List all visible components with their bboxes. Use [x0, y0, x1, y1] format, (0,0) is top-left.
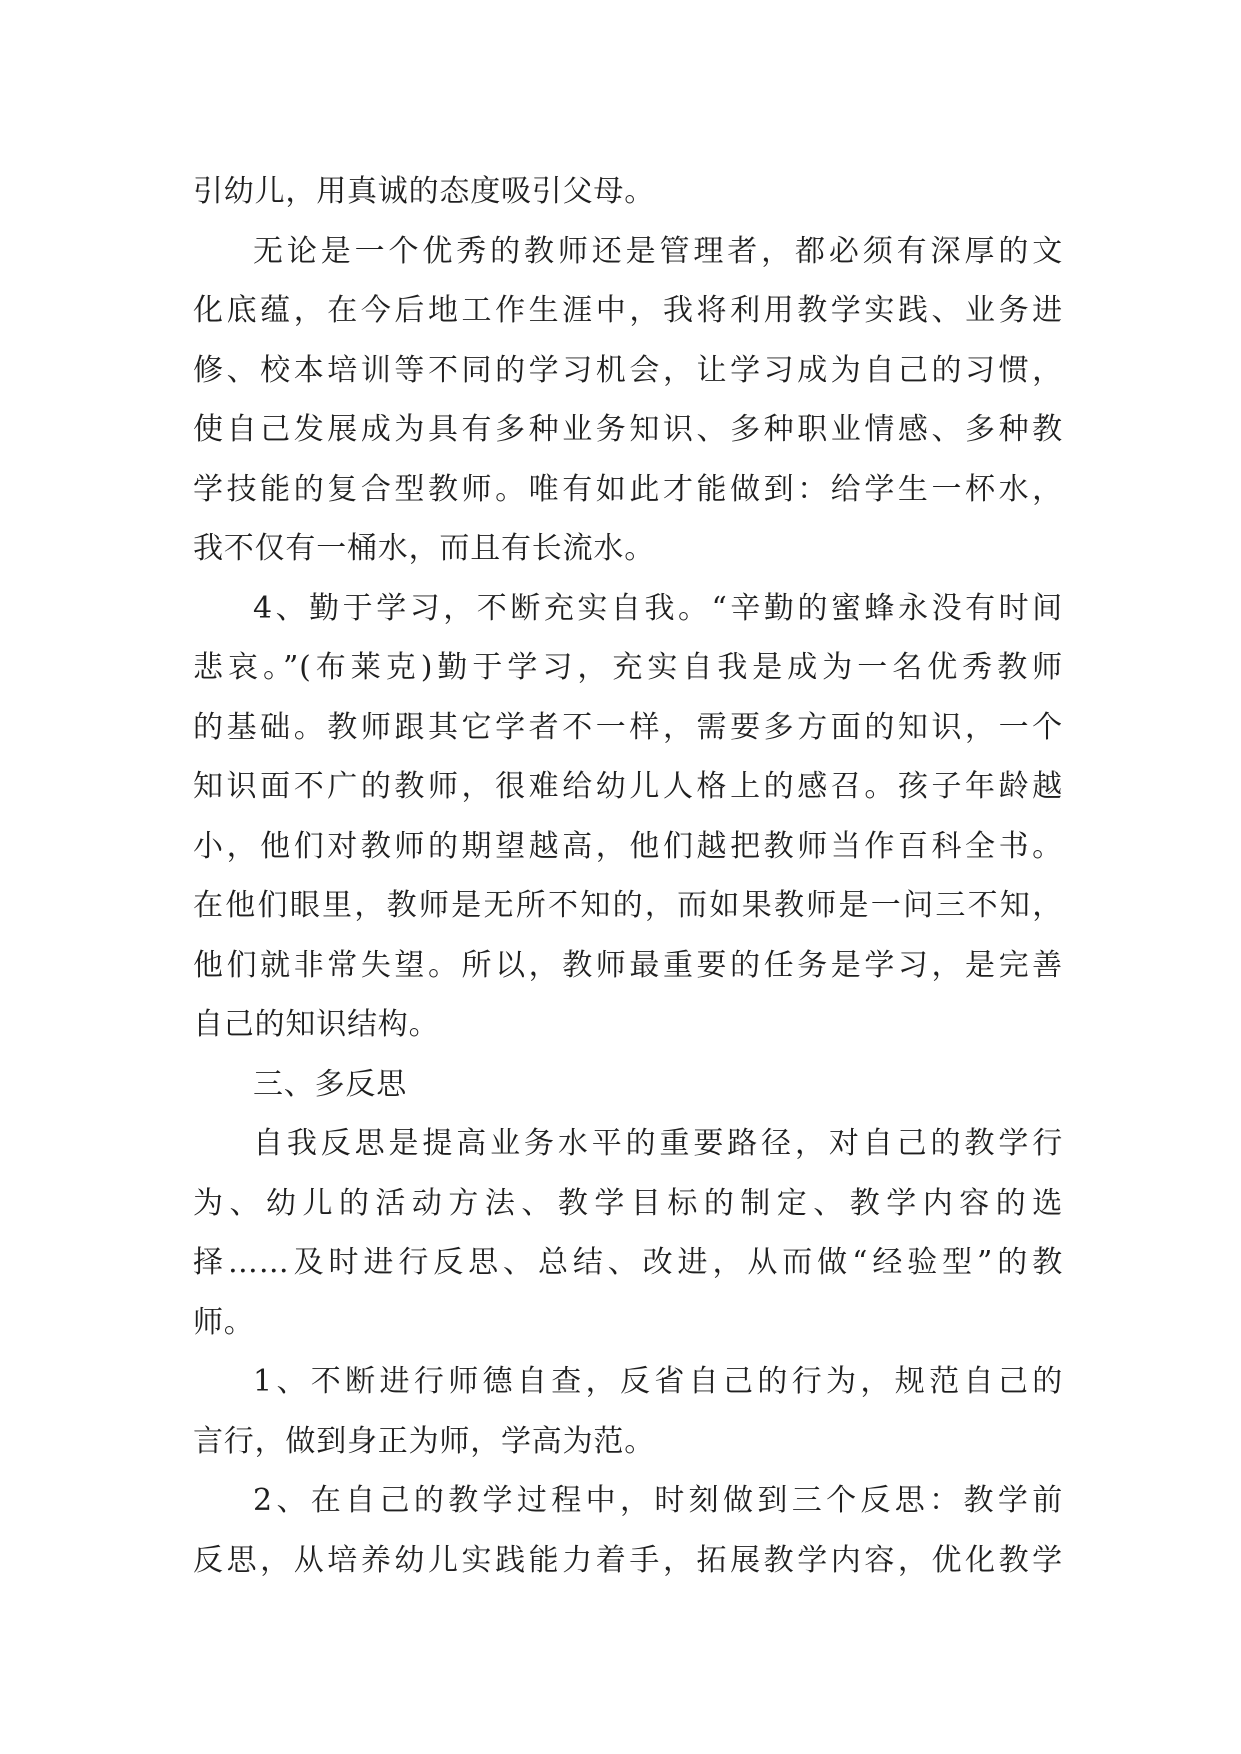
text-line: 4、勤于学习，不断充实自我。“辛勤的蜜蜂永没有时间 — [253, 590, 1063, 626]
text-line: 自己的知识结构。 — [193, 1007, 440, 1042]
text-line: 他们就非常失望。所以，教师最重要的任务是学习，是完善 — [193, 947, 1063, 983]
text-line: 为、幼儿的活动方法、教学目标的制定、教学内容的选 — [193, 1185, 1063, 1221]
text-line: 反思，从培养幼儿实践能力着手，拓展教学内容，优化教学 — [193, 1542, 1063, 1578]
text-line: 2、在自己的教学过程中，时刻做到三个反思：教学前 — [253, 1483, 1063, 1518]
text-line: 悲哀。”(布莱克)勤于学习，充实自我是成为一名优秀教师 — [193, 650, 1063, 685]
text-line: 言行，做到身正为师，学高为范。 — [193, 1423, 655, 1459]
text-line: 化底蕴，在今后地工作生涯中，我将利用教学实践、业务进 — [193, 293, 1063, 328]
text-line: 1、不断进行师德自查，反省自己的行为，规范自己的 — [253, 1364, 1063, 1399]
text-line: 自我反思是提高业务水平的重要路径，对自己的教学行 — [253, 1126, 1063, 1161]
document-body — [193, 162, 1063, 1590]
text-line: 择……及时进行反思、总结、改进，从而做“经验型”的教 — [193, 1245, 1063, 1280]
text-line: 无论是一个优秀的教师还是管理者，都必须有深厚的文 — [253, 233, 1063, 269]
text-line: 小，他们对教师的期望越高，他们越把教师当作百科全书。 — [193, 828, 1063, 864]
text-line: 我不仅有一桶水，而且有长流水。 — [193, 531, 655, 566]
text-line: 修、校本培训等不同的学习机会，让学习成为自己的习惯， — [193, 352, 1063, 388]
text-line: 学技能的复合型教师。唯有如此才能做到：给学生一杯水， — [193, 471, 1063, 507]
text-line: 使自己发展成为具有多种业务知识、多种职业情感、多种教 — [193, 412, 1063, 447]
text-line: 引幼儿，用真诚的态度吸引父母。 — [193, 174, 655, 209]
text-line: 的基础。教师跟其它学者不一样，需要多方面的知识，一个 — [193, 709, 1063, 745]
text-line: 知识面不广的教师，很难给幼儿人格上的感召。孩子年龄越 — [193, 769, 1063, 804]
text-line: 三、多反思 — [253, 1066, 407, 1102]
text-line: 师。 — [193, 1304, 255, 1340]
text-line: 在他们眼里，教师是无所不知的，而如果教师是一问三不知， — [193, 888, 1063, 923]
